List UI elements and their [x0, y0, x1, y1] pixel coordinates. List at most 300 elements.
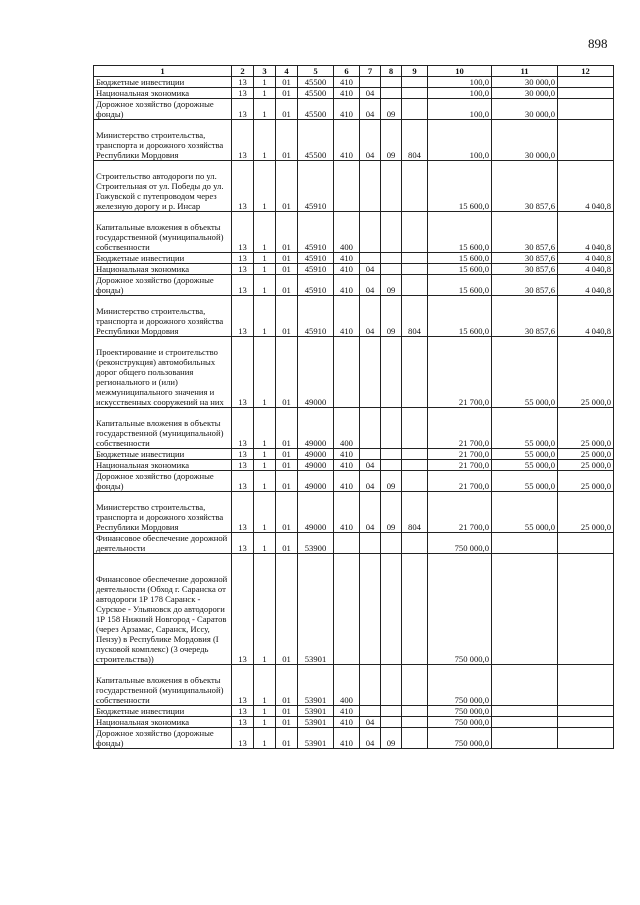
column-header: 8 — [381, 66, 402, 77]
code-2-cell: 13 — [232, 460, 254, 471]
amount-11-cell: 30 857,6 — [492, 275, 558, 296]
amount-10-cell: 750 000,0 — [428, 728, 492, 749]
row-name-cell: Капитальные вложения в объекты государственной (муниципальной) собственности — [94, 665, 232, 706]
code-5-cell: 53901 — [298, 717, 334, 728]
amount-11-cell: 55 000,0 — [492, 471, 558, 492]
code-5-cell: 53901 — [298, 706, 334, 717]
budget-table — [93, 65, 614, 749]
code-7-cell — [360, 253, 381, 264]
table-row — [94, 533, 614, 554]
amount-11-cell — [492, 554, 558, 665]
amount-10-cell: 21 700,0 — [428, 492, 492, 533]
code-5-cell: 45500 — [298, 77, 334, 88]
row-name-cell: Бюджетные инвестиции — [94, 706, 232, 717]
header-row — [94, 66, 614, 77]
code-6-cell: 410 — [334, 460, 360, 471]
amount-11-cell: 55 000,0 — [492, 449, 558, 460]
table-row — [94, 161, 614, 212]
amount-10-cell: 15 600,0 — [428, 296, 492, 337]
code-9-cell — [402, 337, 428, 408]
amount-12-cell: 25 000,0 — [558, 460, 614, 471]
amount-12-cell: 25 000,0 — [558, 492, 614, 533]
code-3-cell: 1 — [254, 212, 276, 253]
table-row — [94, 706, 614, 717]
code-3-cell: 1 — [254, 665, 276, 706]
row-name-cell: Министерство строительства, транспорта и дорожного хозяйства Республики Мордовия — [94, 120, 232, 161]
code-7-cell: 04 — [360, 717, 381, 728]
amount-10-cell: 21 700,0 — [428, 449, 492, 460]
amount-12-cell — [558, 706, 614, 717]
page-number: 898 — [588, 36, 608, 51]
amount-11-cell: 30 857,6 — [492, 212, 558, 253]
code-3-cell: 1 — [254, 275, 276, 296]
amount-11-cell: 30 000,0 — [492, 77, 558, 88]
code-2-cell: 13 — [232, 408, 254, 449]
code-5-cell: 49000 — [298, 449, 334, 460]
amount-12-cell: 25 000,0 — [558, 449, 614, 460]
code-8-cell: 09 — [381, 120, 402, 161]
code-4-cell: 01 — [276, 99, 298, 120]
column-header: 1 — [94, 66, 232, 77]
code-4-cell: 01 — [276, 449, 298, 460]
table-row — [94, 88, 614, 99]
code-9-cell — [402, 717, 428, 728]
code-4-cell: 01 — [276, 88, 298, 99]
table-row — [94, 77, 614, 88]
code-3-cell: 1 — [254, 554, 276, 665]
row-name-cell: Министерство строительства, транспорта и дорожного хозяйства Республики Мордовия — [94, 492, 232, 533]
code-4-cell: 01 — [276, 120, 298, 161]
code-6-cell — [334, 533, 360, 554]
code-6-cell: 410 — [334, 253, 360, 264]
code-9-cell — [402, 554, 428, 665]
code-8-cell: 09 — [381, 492, 402, 533]
code-4-cell: 01 — [276, 665, 298, 706]
code-6-cell: 400 — [334, 408, 360, 449]
code-7-cell: 04 — [360, 120, 381, 161]
column-header: 7 — [360, 66, 381, 77]
code-9-cell — [402, 665, 428, 706]
code-3-cell: 1 — [254, 120, 276, 161]
code-6-cell — [334, 337, 360, 408]
table-row — [94, 99, 614, 120]
code-5-cell: 45910 — [298, 296, 334, 337]
code-4-cell: 01 — [276, 471, 298, 492]
code-3-cell: 1 — [254, 492, 276, 533]
code-9-cell — [402, 275, 428, 296]
code-5-cell: 45500 — [298, 88, 334, 99]
code-5-cell: 45910 — [298, 264, 334, 275]
code-5-cell: 49000 — [298, 471, 334, 492]
code-9-cell — [402, 161, 428, 212]
code-3-cell: 1 — [254, 161, 276, 212]
code-9-cell — [402, 471, 428, 492]
code-8-cell — [381, 460, 402, 471]
code-2-cell: 13 — [232, 212, 254, 253]
code-4-cell: 01 — [276, 408, 298, 449]
code-6-cell: 410 — [334, 728, 360, 749]
row-name-cell: Национальная экономика — [94, 717, 232, 728]
code-3-cell: 1 — [254, 533, 276, 554]
code-5-cell: 49000 — [298, 408, 334, 449]
code-9-cell — [402, 212, 428, 253]
code-3-cell: 1 — [254, 471, 276, 492]
row-name-cell: Национальная экономика — [94, 264, 232, 275]
table-row — [94, 337, 614, 408]
amount-11-cell — [492, 533, 558, 554]
code-3-cell: 1 — [254, 88, 276, 99]
code-7-cell — [360, 665, 381, 706]
code-6-cell: 410 — [334, 296, 360, 337]
amount-10-cell: 100,0 — [428, 120, 492, 161]
code-4-cell: 01 — [276, 77, 298, 88]
code-9-cell — [402, 449, 428, 460]
row-name-cell: Дорожное хозяйство (дорожные фонды) — [94, 471, 232, 492]
column-header: 3 — [254, 66, 276, 77]
code-2-cell: 13 — [232, 337, 254, 408]
code-5-cell: 49000 — [298, 337, 334, 408]
row-name-cell: Строительство автодороги по ул. Строительная от ул. Победы до ул. Гожувской с путепроводом через железную дорогу и р. Инсар — [94, 161, 232, 212]
code-2-cell: 13 — [232, 264, 254, 275]
code-7-cell: 04 — [360, 460, 381, 471]
table-row — [94, 120, 614, 161]
row-name-cell: Проектирование и строительство (реконструкция) автомобильных дорог общего пользования регионального и (или) межмуниципального значения и искусственных сооружений на них — [94, 337, 232, 408]
code-6-cell: 410 — [334, 471, 360, 492]
code-6-cell: 410 — [334, 492, 360, 533]
code-8-cell — [381, 533, 402, 554]
amount-10-cell: 15 600,0 — [428, 161, 492, 212]
code-4-cell: 01 — [276, 533, 298, 554]
amount-10-cell: 100,0 — [428, 88, 492, 99]
code-8-cell — [381, 408, 402, 449]
amount-12-cell: 4 040,8 — [558, 264, 614, 275]
amount-11-cell — [492, 706, 558, 717]
code-2-cell: 13 — [232, 449, 254, 460]
code-3-cell: 1 — [254, 460, 276, 471]
code-7-cell — [360, 212, 381, 253]
row-name-cell: Министерство строительства, транспорта и дорожного хозяйства Республики Мордовия — [94, 296, 232, 337]
row-name-cell: Национальная экономика — [94, 460, 232, 471]
table-row — [94, 492, 614, 533]
code-6-cell: 400 — [334, 212, 360, 253]
code-5-cell: 45500 — [298, 120, 334, 161]
amount-11-cell: 30 857,6 — [492, 296, 558, 337]
code-3-cell: 1 — [254, 728, 276, 749]
amount-12-cell: 4 040,8 — [558, 296, 614, 337]
code-7-cell: 04 — [360, 471, 381, 492]
column-header: 11 — [492, 66, 558, 77]
code-7-cell: 04 — [360, 99, 381, 120]
column-header: 5 — [298, 66, 334, 77]
code-9-cell — [402, 408, 428, 449]
amount-11-cell: 30 857,6 — [492, 253, 558, 264]
code-7-cell: 04 — [360, 492, 381, 533]
amount-11-cell — [492, 665, 558, 706]
amount-11-cell: 30 000,0 — [492, 120, 558, 161]
code-2-cell: 13 — [232, 296, 254, 337]
amount-12-cell: 25 000,0 — [558, 408, 614, 449]
code-2-cell: 13 — [232, 471, 254, 492]
code-4-cell: 01 — [276, 212, 298, 253]
code-3-cell: 1 — [254, 706, 276, 717]
amount-12-cell — [558, 533, 614, 554]
code-7-cell — [360, 533, 381, 554]
row-name-cell: Национальная экономика — [94, 88, 232, 99]
code-6-cell — [334, 554, 360, 665]
code-7-cell — [360, 554, 381, 665]
amount-11-cell: 55 000,0 — [492, 492, 558, 533]
code-7-cell — [360, 706, 381, 717]
code-6-cell: 410 — [334, 275, 360, 296]
code-8-cell: 09 — [381, 275, 402, 296]
row-name-cell: Бюджетные инвестиции — [94, 449, 232, 460]
row-name-cell: Капитальные вложения в объекты государственной (муниципальной) собственности — [94, 408, 232, 449]
row-name-cell: Дорожное хозяйство (дорожные фонды) — [94, 99, 232, 120]
code-7-cell: 04 — [360, 296, 381, 337]
amount-10-cell: 750 000,0 — [428, 717, 492, 728]
amount-12-cell — [558, 665, 614, 706]
table-row — [94, 471, 614, 492]
code-7-cell: 04 — [360, 275, 381, 296]
code-8-cell — [381, 706, 402, 717]
code-8-cell — [381, 717, 402, 728]
code-5-cell: 53900 — [298, 533, 334, 554]
amount-12-cell — [558, 728, 614, 749]
amount-11-cell: 30 857,6 — [492, 161, 558, 212]
code-6-cell: 400 — [334, 665, 360, 706]
table-row — [94, 253, 614, 264]
code-7-cell: 04 — [360, 728, 381, 749]
code-8-cell: 09 — [381, 471, 402, 492]
table-row — [94, 275, 614, 296]
table-row — [94, 665, 614, 706]
amount-11-cell: 30 000,0 — [492, 99, 558, 120]
column-header: 12 — [558, 66, 614, 77]
code-6-cell: 410 — [334, 99, 360, 120]
code-9-cell — [402, 99, 428, 120]
code-4-cell: 01 — [276, 253, 298, 264]
code-5-cell: 49000 — [298, 460, 334, 471]
code-7-cell: 04 — [360, 264, 381, 275]
code-4-cell: 01 — [276, 337, 298, 408]
code-5-cell: 53901 — [298, 665, 334, 706]
code-8-cell — [381, 665, 402, 706]
code-6-cell: 410 — [334, 120, 360, 161]
code-7-cell — [360, 337, 381, 408]
code-8-cell — [381, 161, 402, 212]
code-7-cell — [360, 449, 381, 460]
amount-12-cell — [558, 554, 614, 665]
code-4-cell: 01 — [276, 275, 298, 296]
code-5-cell: 45910 — [298, 161, 334, 212]
table-row — [94, 212, 614, 253]
code-7-cell — [360, 408, 381, 449]
code-8-cell: 09 — [381, 296, 402, 337]
code-3-cell: 1 — [254, 253, 276, 264]
amount-10-cell: 15 600,0 — [428, 264, 492, 275]
code-3-cell: 1 — [254, 296, 276, 337]
amount-10-cell: 21 700,0 — [428, 471, 492, 492]
code-2-cell: 13 — [232, 77, 254, 88]
code-3-cell: 1 — [254, 99, 276, 120]
amount-12-cell — [558, 99, 614, 120]
code-6-cell — [334, 161, 360, 212]
code-6-cell: 410 — [334, 717, 360, 728]
amount-11-cell — [492, 717, 558, 728]
code-5-cell: 45910 — [298, 212, 334, 253]
amount-11-cell: 55 000,0 — [492, 460, 558, 471]
code-9-cell: 804 — [402, 296, 428, 337]
code-9-cell: 804 — [402, 492, 428, 533]
amount-12-cell: 4 040,8 — [558, 275, 614, 296]
code-9-cell — [402, 460, 428, 471]
code-5-cell: 49000 — [298, 492, 334, 533]
code-4-cell: 01 — [276, 492, 298, 533]
table-row — [94, 717, 614, 728]
code-4-cell: 01 — [276, 296, 298, 337]
amount-10-cell: 750 000,0 — [428, 665, 492, 706]
code-7-cell — [360, 77, 381, 88]
code-5-cell: 45910 — [298, 253, 334, 264]
code-5-cell: 45910 — [298, 275, 334, 296]
code-8-cell — [381, 253, 402, 264]
code-9-cell — [402, 77, 428, 88]
table-row — [94, 264, 614, 275]
code-8-cell — [381, 264, 402, 275]
code-6-cell: 410 — [334, 706, 360, 717]
code-4-cell: 01 — [276, 161, 298, 212]
amount-11-cell: 55 000,0 — [492, 408, 558, 449]
code-2-cell: 13 — [232, 253, 254, 264]
code-2-cell: 13 — [232, 492, 254, 533]
amount-10-cell: 21 700,0 — [428, 337, 492, 408]
code-3-cell: 1 — [254, 408, 276, 449]
amount-10-cell: 750 000,0 — [428, 706, 492, 717]
code-4-cell: 01 — [276, 460, 298, 471]
code-2-cell: 13 — [232, 665, 254, 706]
code-9-cell — [402, 253, 428, 264]
amount-10-cell: 750 000,0 — [428, 533, 492, 554]
amount-12-cell: 4 040,8 — [558, 161, 614, 212]
amount-12-cell: 4 040,8 — [558, 212, 614, 253]
table-row — [94, 554, 614, 665]
code-3-cell: 1 — [254, 717, 276, 728]
table-row — [94, 296, 614, 337]
code-2-cell: 13 — [232, 161, 254, 212]
code-2-cell: 13 — [232, 120, 254, 161]
amount-12-cell: 4 040,8 — [558, 253, 614, 264]
code-6-cell: 410 — [334, 449, 360, 460]
code-7-cell: 04 — [360, 88, 381, 99]
code-6-cell: 410 — [334, 88, 360, 99]
column-header: 4 — [276, 66, 298, 77]
amount-11-cell: 30 000,0 — [492, 88, 558, 99]
code-3-cell: 1 — [254, 337, 276, 408]
table-row — [94, 728, 614, 749]
row-name-cell: Капитальные вложения в объекты государственной (муниципальной) собственности — [94, 212, 232, 253]
amount-12-cell — [558, 88, 614, 99]
row-name-cell: Финансовое обеспечение дорожной деятельности (Обход г. Саранска от автодороги 1Р 178 Саранск - Сурское - Ульяновск до автодороги 1Р 158 Нижний Новгород - Саратов (через Арзамас, Саранск, Иссу, Пензу) в Республике Мордовия (I пусковой комплекс) (3 очередь строительства)) — [94, 554, 232, 665]
code-9-cell — [402, 88, 428, 99]
code-9-cell — [402, 264, 428, 275]
code-6-cell: 410 — [334, 77, 360, 88]
amount-12-cell: 25 000,0 — [558, 337, 614, 408]
code-2-cell: 13 — [232, 533, 254, 554]
table-body — [94, 77, 614, 749]
code-2-cell: 13 — [232, 728, 254, 749]
amount-10-cell: 750 000,0 — [428, 554, 492, 665]
code-8-cell — [381, 449, 402, 460]
amount-12-cell: 25 000,0 — [558, 471, 614, 492]
code-8-cell — [381, 77, 402, 88]
code-7-cell — [360, 161, 381, 212]
row-name-cell: Дорожное хозяйство (дорожные фонды) — [94, 275, 232, 296]
code-4-cell: 01 — [276, 554, 298, 665]
code-9-cell: 804 — [402, 120, 428, 161]
column-header: 6 — [334, 66, 360, 77]
code-4-cell: 01 — [276, 717, 298, 728]
code-8-cell — [381, 337, 402, 408]
amount-11-cell: 30 857,6 — [492, 264, 558, 275]
code-8-cell — [381, 554, 402, 665]
code-9-cell — [402, 706, 428, 717]
table-row — [94, 460, 614, 471]
amount-10-cell: 100,0 — [428, 77, 492, 88]
code-4-cell: 01 — [276, 728, 298, 749]
code-8-cell: 09 — [381, 99, 402, 120]
row-name-cell: Финансовое обеспечение дорожной деятельности — [94, 533, 232, 554]
code-9-cell — [402, 533, 428, 554]
table-row — [94, 408, 614, 449]
code-8-cell — [381, 88, 402, 99]
row-name-cell: Бюджетные инвестиции — [94, 77, 232, 88]
amount-11-cell: 55 000,0 — [492, 337, 558, 408]
amount-11-cell — [492, 728, 558, 749]
code-6-cell: 410 — [334, 264, 360, 275]
table-row — [94, 449, 614, 460]
code-4-cell: 01 — [276, 706, 298, 717]
amount-10-cell: 15 600,0 — [428, 253, 492, 264]
amount-12-cell — [558, 717, 614, 728]
code-2-cell: 13 — [232, 554, 254, 665]
code-8-cell: 09 — [381, 728, 402, 749]
amount-10-cell: 15 600,0 — [428, 275, 492, 296]
code-2-cell: 13 — [232, 706, 254, 717]
code-2-cell: 13 — [232, 717, 254, 728]
column-header: 10 — [428, 66, 492, 77]
code-5-cell: 53901 — [298, 728, 334, 749]
amount-10-cell: 100,0 — [428, 99, 492, 120]
amount-12-cell — [558, 77, 614, 88]
code-2-cell: 13 — [232, 88, 254, 99]
amount-12-cell — [558, 120, 614, 161]
row-name-cell: Бюджетные инвестиции — [94, 253, 232, 264]
code-2-cell: 13 — [232, 275, 254, 296]
row-name-cell: Дорожное хозяйство (дорожные фонды) — [94, 728, 232, 749]
amount-10-cell: 15 600,0 — [428, 212, 492, 253]
code-3-cell: 1 — [254, 264, 276, 275]
code-4-cell: 01 — [276, 264, 298, 275]
amount-10-cell: 21 700,0 — [428, 460, 492, 471]
code-3-cell: 1 — [254, 77, 276, 88]
code-5-cell: 53901 — [298, 554, 334, 665]
code-9-cell — [402, 728, 428, 749]
amount-10-cell: 21 700,0 — [428, 408, 492, 449]
code-5-cell: 45500 — [298, 99, 334, 120]
code-3-cell: 1 — [254, 449, 276, 460]
code-8-cell — [381, 212, 402, 253]
column-header: 9 — [402, 66, 428, 77]
